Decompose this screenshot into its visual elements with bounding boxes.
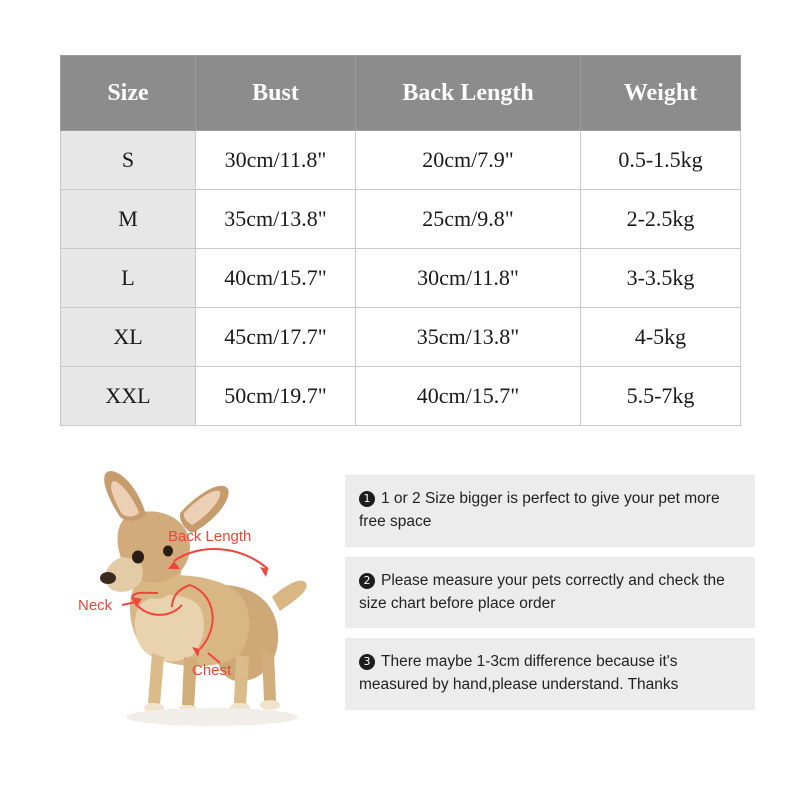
- label-chest: Chest: [192, 662, 232, 679]
- table-row: [61, 249, 741, 308]
- label-neck: Neck: [78, 597, 113, 614]
- cell-size: S: [61, 131, 196, 190]
- note-item-1: [345, 475, 755, 547]
- table-row: [61, 308, 741, 367]
- cell-size: XXL: [61, 367, 196, 426]
- cell-back-length: 35cm/13.8": [356, 308, 581, 367]
- table-row: [61, 367, 741, 426]
- cell-size: XL: [61, 308, 196, 367]
- cell-bust: 40cm/15.7": [196, 249, 356, 308]
- cell-back-length: 25cm/9.8": [356, 190, 581, 249]
- cell-weight: 4-5kg: [581, 308, 741, 367]
- column-header-back-length: Back Length: [356, 56, 581, 131]
- cell-back-length: 20cm/7.9": [356, 131, 581, 190]
- column-header-size: Size: [61, 56, 196, 131]
- cell-weight: 5.5-7kg: [581, 367, 741, 426]
- note-number-1: 1: [359, 491, 375, 507]
- note-text-1: 1 or 2 Size bigger is perfect to give your pet more free space: [359, 490, 720, 531]
- note-item-2: [345, 557, 755, 629]
- note-number-3: 3: [359, 654, 375, 670]
- table-header-row: [61, 56, 741, 131]
- note-text-2: Please measure your pets correctly and check the size chart before place order: [359, 571, 725, 612]
- cell-bust: 35cm/13.8": [196, 190, 356, 249]
- column-header-bust: Bust: [196, 56, 356, 131]
- notes-list: [345, 475, 755, 720]
- column-header-weight: Weight: [581, 56, 741, 131]
- cell-size: M: [61, 190, 196, 249]
- cell-back-length: 40cm/15.7": [356, 367, 581, 426]
- table-row: [61, 131, 741, 190]
- cell-weight: 0.5-1.5kg: [581, 131, 741, 190]
- cell-bust: 30cm/11.8": [196, 131, 356, 190]
- note-item-3: [345, 638, 755, 710]
- cell-bust: 50cm/19.7": [196, 367, 356, 426]
- note-text-3: There maybe 1-3cm difference because it's measured by hand,please understand. Thanks: [359, 653, 679, 694]
- size-chart-table: [60, 55, 741, 426]
- size-chart-table-container: [60, 55, 740, 426]
- measurement-guide-section: [0, 465, 800, 755]
- note-number-2: 2: [359, 573, 375, 589]
- table-row: [61, 190, 741, 249]
- dog-measurement-diagram: [40, 465, 330, 750]
- label-back-length: Back Length: [168, 528, 252, 545]
- cell-back-length: 30cm/11.8": [356, 249, 581, 308]
- cell-bust: 45cm/17.7": [196, 308, 356, 367]
- cell-size: L: [61, 249, 196, 308]
- cell-weight: 3-3.5kg: [581, 249, 741, 308]
- cell-weight: 2-2.5kg: [581, 190, 741, 249]
